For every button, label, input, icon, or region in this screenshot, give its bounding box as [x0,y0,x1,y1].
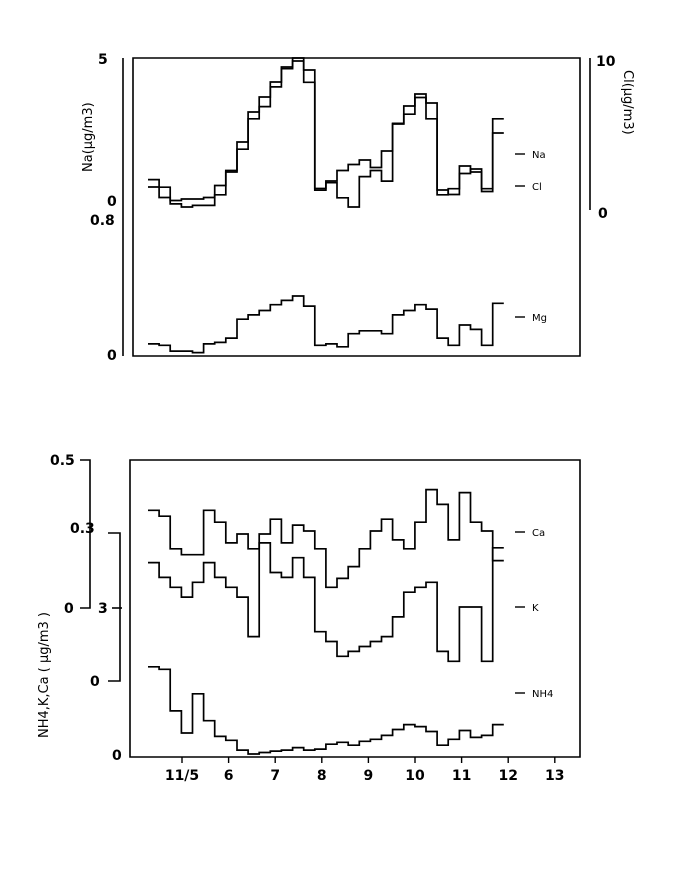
na-axis-label: Na(µg/m3) [81,102,96,172]
series-na-line [148,58,504,201]
series-nh4-line [148,667,504,754]
series-cl-line [148,61,504,207]
k-tick-03: 0.3 [70,521,95,537]
ca-tick-05: 0.5 [50,453,75,469]
mg-tick-0: 0 [107,348,117,364]
x-tick-label: 9 [363,768,374,784]
legend-label-nh4: NH4 [532,689,554,700]
legend-label-na: Na [532,150,546,161]
x-tick-label: 12 [498,768,518,784]
cl-axis-label: Cl(µg/m3) [620,70,635,135]
series-marks [148,58,504,754]
cl-tick-10: 10 [596,54,616,70]
x-ticks [165,757,565,784]
k-axis [108,533,120,681]
x-tick-label: 11 [451,768,472,784]
legend-label-cl: Cl [532,182,542,193]
legend-label-mg: Mg [532,313,547,324]
x-tick-label: 6 [223,768,234,784]
series-ca-line [148,490,504,588]
legend-label-ca: Ca [532,528,546,539]
lower-axis-label: NH4,K,Ca ( µg/m3 ) [37,612,52,738]
ca-tick-0: 0 [64,601,74,617]
mg-tick-08: 0.8 [90,213,115,229]
k-tick-0: 0 [90,674,100,690]
x-tick-label: 7 [270,768,281,784]
legend-label-k: K [532,603,539,614]
x-tick-label: 13 [545,768,565,784]
x-tick-label: 11/5 [164,768,200,784]
na-tick-0: 0 [107,194,117,210]
x-tick-label: 8 [316,768,327,784]
nh4-tick-3: 3 [98,601,108,617]
nh4-tick-0: 0 [112,748,122,764]
x-tick-label: 10 [405,768,425,784]
cl-tick-0: 0 [598,206,608,222]
na-tick-5: 5 [98,52,108,68]
series-mg-line [148,296,504,353]
lower-frame [130,460,580,757]
